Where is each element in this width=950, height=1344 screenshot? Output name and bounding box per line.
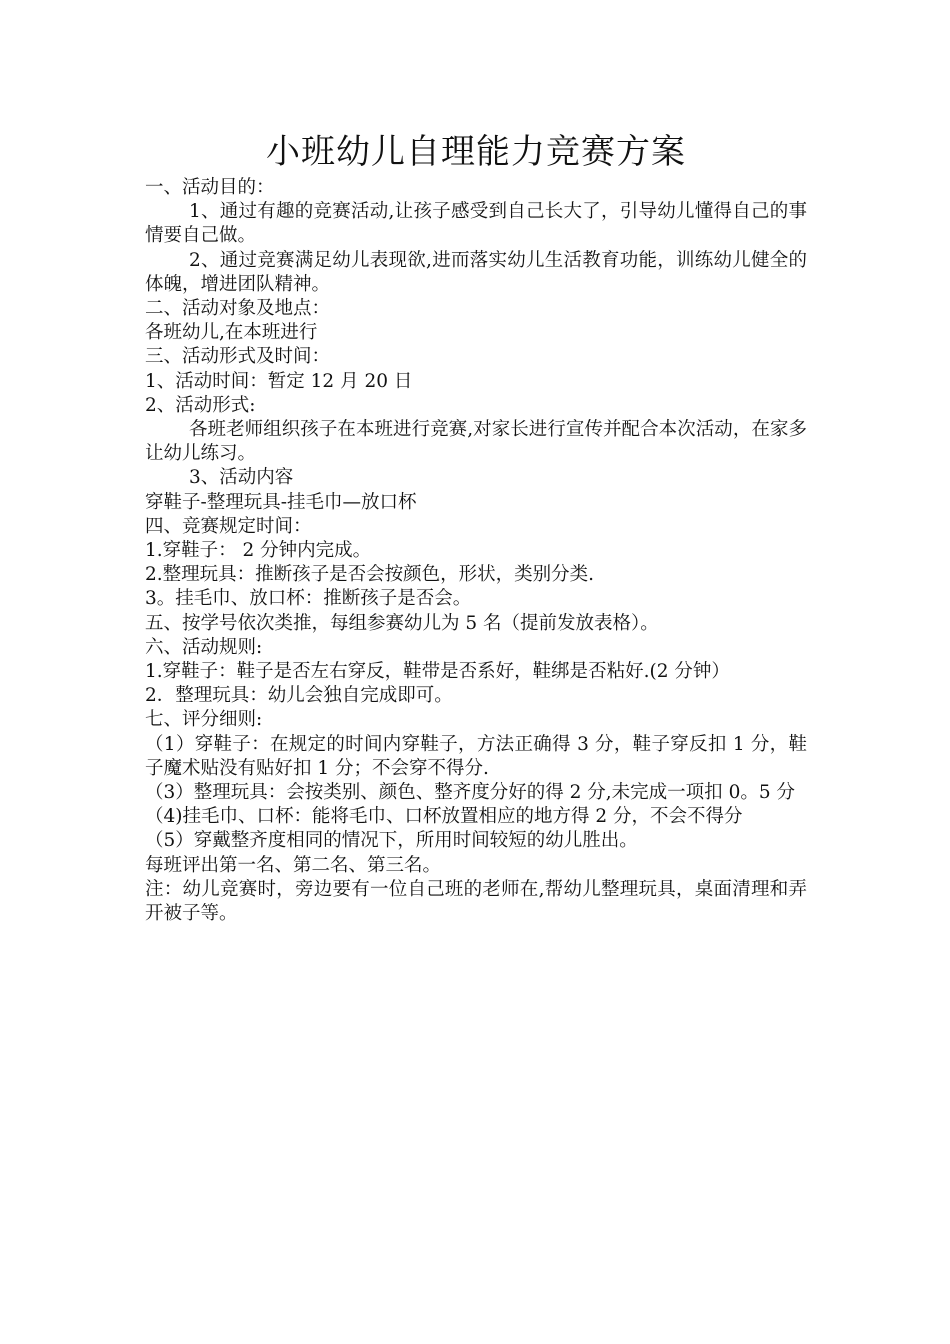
paragraph-10: 3、活动内容 <box>189 467 294 489</box>
paragraph-26: 注：幼儿竞赛时，旁边要有一位自己班的老师在,帮幼儿整理玩具，桌面清理和弄开被子等。 <box>145 878 807 925</box>
paragraph-8: 2、活动形式: <box>145 394 256 416</box>
paragraph-2: 1、通过有趣的竞赛活动,让孩子感受到自己长大了，引导幼儿懂得自己的事情要自己做。 <box>145 201 807 247</box>
paragraph-21: （1）穿鞋子：在规定的时间内穿鞋子，方法正确得 3 分，鞋子穿反扣 1 分，鞋子魔术贴没有贴好扣 1 分；不会穿不得分. <box>145 733 807 779</box>
paragraph-14: 2.整理玩具：推断孩子是否会按颜色，形状，类别分类. <box>145 564 595 586</box>
paragraph-12: 四、竞赛规定时间： <box>145 515 312 537</box>
paragraph-17: 六、活动规则: <box>145 636 263 658</box>
document-page <box>145 128 807 926</box>
paragraph-23: （4)挂毛巾、口杯：能将毛巾、口杯放置相应的地方得 2 分，不会不得分 <box>145 806 743 828</box>
paragraph-20: 七、评分细则: <box>145 709 263 731</box>
paragraph-3: 2、通过竞赛满足幼儿表现欲,进而落实幼儿生活教育功能，训练幼儿健全的体魄，增进团队精神。 <box>145 249 807 295</box>
paragraph-1: 一、活动目的： <box>145 177 275 198</box>
document-body <box>145 176 807 926</box>
paragraph-15: 3。挂毛巾、放口杯：推断孩子是否会。 <box>145 588 472 610</box>
paragraph-4: 二、活动对象及地点： <box>145 298 331 320</box>
paragraph-18: 1.穿鞋子：鞋子是否左右穿反，鞋带是否系好，鞋绑是否粘好.(2 分钟） <box>145 661 730 683</box>
paragraph-6: 三、活动形式及时间： <box>145 346 331 368</box>
paragraph-9: 各班老师组织孩子在本班进行竞赛,对家长进行宣传并配合本次活动，在家多让幼儿练习。 <box>145 419 807 465</box>
paragraph-25: 每班评出第一名、第二名、第三名。 <box>145 854 442 876</box>
paragraph-5: 各班幼儿,在本班进行 <box>145 322 318 344</box>
paragraph-16: 五、按学号依次类推，每组参赛幼儿为 5 名（提前发放表格）。 <box>145 612 659 634</box>
paragraph-19: 2．整理玩具：幼儿会独自完成即可。 <box>145 685 453 707</box>
paragraph-7: 1、活动时间：暂定 12 月 20 日 <box>145 370 413 392</box>
paragraph-11: 穿鞋子-整理玩具-挂毛巾—放口杯 <box>145 491 417 513</box>
paragraph-22: （3）整理玩具：会按类别、颜色、整齐度分好的得 2 分,未完成一项扣 0。5 分 <box>145 782 795 804</box>
document-title: 小班幼儿自理能力竞赛方案 <box>266 132 686 172</box>
paragraph-24: （5）穿戴整齐度相同的情况下，所用时间较短的幼儿胜出。 <box>145 830 638 852</box>
paragraph-13: 1.穿鞋子： 2 分钟内完成。 <box>145 540 372 562</box>
